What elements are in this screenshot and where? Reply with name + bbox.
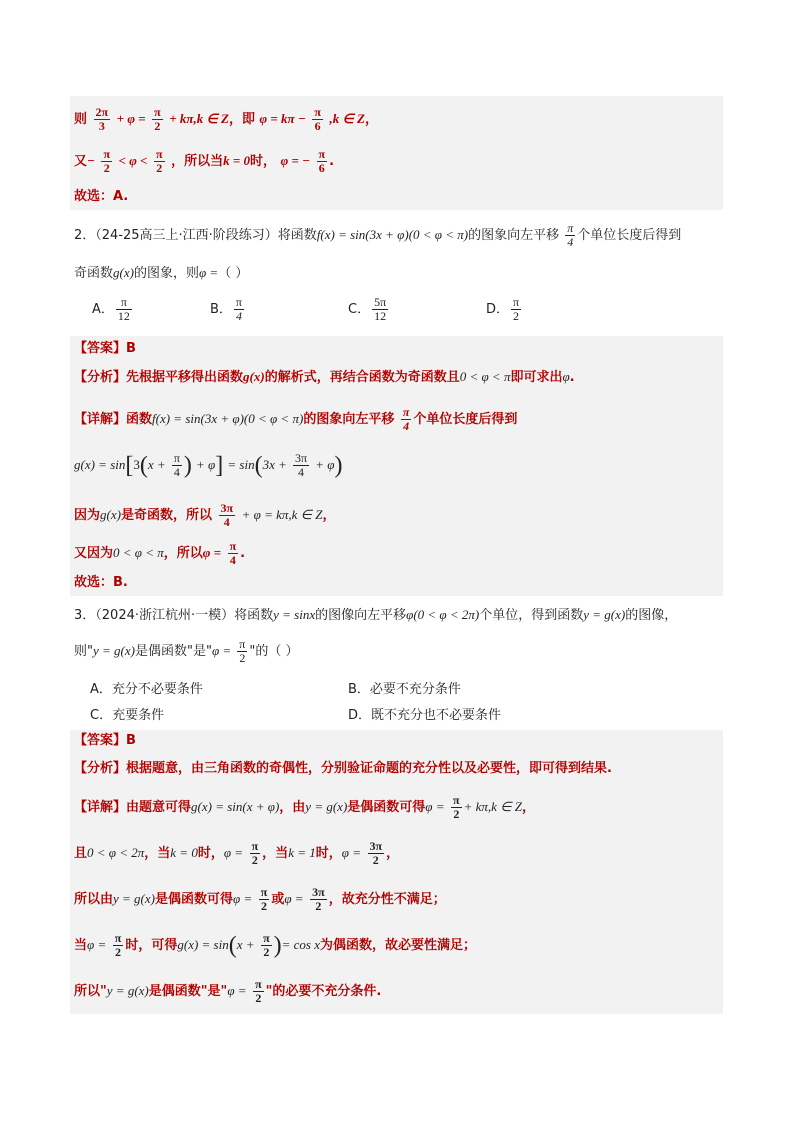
detail-line-1: 【详解】函数f(x) = sin(3x + φ)(0 < φ < π)的图象向左平移 $\frac{\pi}{4}$ 个单位长度后得到 — [74, 405, 518, 433]
text: ，即 — [229, 112, 256, 127]
question-2-line-1 — [74, 222, 681, 249]
math: φ = kπ − — [259, 111, 306, 126]
math: − — [87, 153, 95, 168]
text: 的图象，则 — [133, 266, 199, 281]
detail-line-5: 故选：B. — [74, 575, 128, 590]
question-3-line-1: 3．（2024·浙江杭州·一模）将函数y = sinx的图像向左平移φ(0 < φ < 2π)个单位，得到函数y = g(x)的图像， — [74, 607, 678, 623]
math: φ = — [198, 265, 219, 280]
answer-label: 【答案】B — [74, 341, 136, 356]
math: k = 0 — [223, 153, 251, 168]
fraction: $\frac{\pi}{6}$ — [318, 147, 326, 175]
text: （ ） — [218, 266, 249, 281]
text: 又 — [74, 154, 88, 169]
fraction: $\frac{2\pi}{3}$ — [95, 105, 109, 133]
answer-label: 【答案】B — [74, 733, 136, 748]
option-c[interactable]: C． $\frac{5\pi}{12}$ — [348, 295, 387, 323]
text: 则 — [74, 112, 88, 127]
detail-line-4: 又因为0 < φ < π，所以φ = $\frac{\pi}{4}$ . — [74, 539, 246, 567]
text: 奇函数 — [74, 266, 114, 281]
math: f(x) = sin(3x + φ)(0 < φ < π) — [316, 227, 469, 242]
solution-line-1 — [74, 106, 378, 133]
text: ，所以当 — [171, 154, 224, 169]
text: 2．（24-25高三上·江西·阶段练习）将函数 — [74, 228, 317, 243]
option-a[interactable]: A． $\frac{\pi}{12}$ — [92, 295, 130, 323]
text: 个单位长度后得到 — [577, 228, 682, 243]
text: ， — [364, 112, 378, 127]
option-c[interactable]: C．充要条件 — [90, 708, 165, 723]
fraction: $\frac{\pi}{6}$ — [314, 105, 321, 133]
option-b[interactable]: B．必要不充分条件 — [348, 682, 461, 697]
analysis-line: 【分析】根据题意，由三角函数的奇偶性，分别验证命题的充分性以及必要性，即可得到结果. — [74, 761, 612, 776]
option-b[interactable]: B． $\frac{\pi}{4}$ — [210, 295, 242, 323]
fraction: $\frac{\pi}{2}$ — [103, 147, 111, 175]
fraction: $\frac{\pi}{2}$ — [154, 105, 161, 133]
analysis-line: 【分析】先根据平移得出函数g(x)的解析式，再结合函数为奇函数且0 < φ < π即可求出φ. — [74, 369, 575, 385]
fraction: $\frac{\pi}{4}$ — [567, 221, 574, 249]
solution-line-3: 故选：A. — [74, 189, 129, 204]
math: φ = − — [280, 153, 310, 168]
text: 时， — [250, 154, 277, 169]
text: 的图象向左平移 — [468, 228, 560, 243]
question-2-line-2 — [74, 262, 248, 281]
math: + kπ,k ∈ Z — [169, 111, 229, 126]
solution-line-2: 又− $\frac{\pi}{2}$ < φ < $\frac{\pi}{2}$ ，所以当k = 0时， φ = − $\frac{\pi}{6}$ . — [74, 147, 335, 175]
answer-2-block — [70, 336, 723, 596]
option-d[interactable]: D． $\frac{\pi}{2}$ — [486, 295, 520, 323]
detail-line-2: 且0 < φ < 2π，当k = 0时，φ = $\frac{\pi}{2}$ ，当k = 1时，φ = $\frac{3\pi}{2}$ ， — [74, 839, 400, 867]
detail-line-3: 所以由y = g(x)是偶函数可得φ = $\frac{\pi}{2}$ 或φ = $\frac{3\pi}{2}$ ，故充分性不满足； — [74, 885, 446, 913]
detail-line-1: 【详解】由题意可得g(x) = sin(x + φ)，由y = g(x)是偶函数可得φ = $\frac{\pi}{2}$ + kπ,k ∈ Z， — [74, 793, 536, 821]
question-3-line-2: 则"y = g(x)是偶函数"是"φ = $\frac{\pi}{2}$ "的（ ） — [74, 637, 299, 665]
fraction: $\frac{\pi}{2}$ — [156, 147, 163, 175]
detail-line-3: 因为g(x)是奇函数，所以 $\frac{3\pi}{4}$ + φ = kπ,k ∈ Z， — [74, 501, 336, 529]
solution-continuation — [70, 96, 723, 210]
detail-line-4: 当φ = $\frac{\pi}{2}$ 时，可得g(x) = sin(x + $\frac{\pi}{2}$ )= cos x为偶函数，故必要性满足； — [74, 931, 477, 959]
answer-3-block — [70, 730, 723, 1014]
detail-line-5: 所以"y = g(x)是偶函数"是"φ = $\frac{\pi}{2}$ "的必要不充分条件. — [74, 977, 382, 1005]
math: + φ = — [116, 111, 146, 126]
detail-line-2: g(x) = sin[3(x + $\frac{\pi}{4}$ ) + φ] = sin(3x + $\frac{3\pi}{4}$ + φ) — [74, 451, 343, 479]
option-a[interactable]: A．充分不必要条件 — [90, 682, 203, 697]
math: < φ < — [118, 153, 148, 168]
math: ,k ∈ Z — [329, 111, 365, 126]
math: g(x) — [113, 265, 134, 280]
option-d[interactable]: D．既不充分也不必要条件 — [348, 708, 502, 723]
